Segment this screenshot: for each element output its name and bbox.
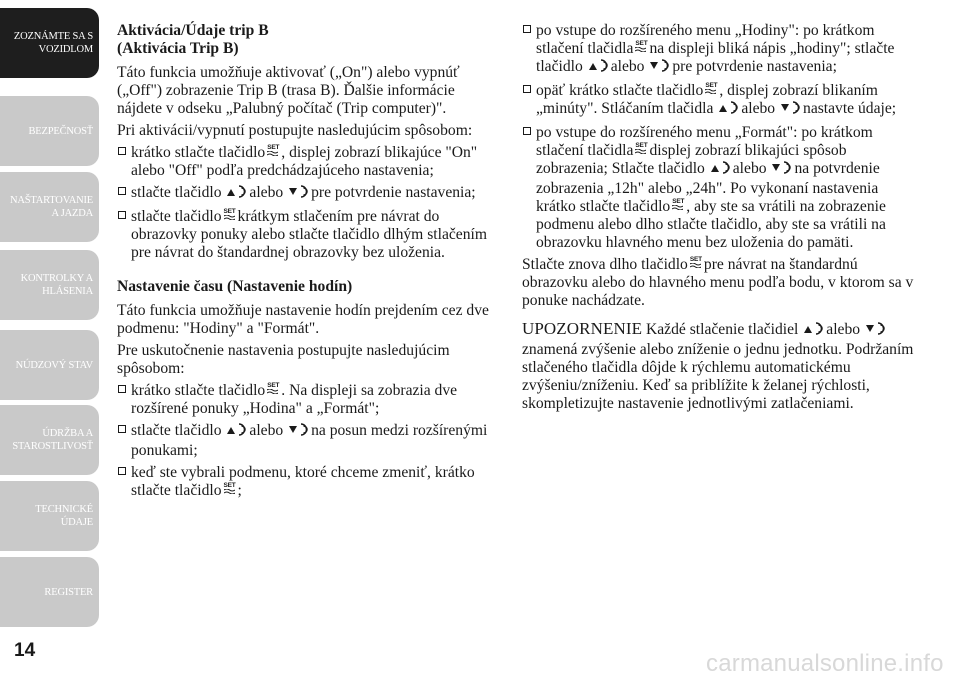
tab-maintenance[interactable]: ÚDRŽBA A STAROSTLIVOSŤ bbox=[0, 405, 99, 475]
text: keď ste vybrali podmenu, ktoré chceme zmeniť, krátko stlačte tlačidlo bbox=[131, 464, 475, 499]
tab-warning-lights[interactable]: KONTROLKY A HLÁSENIA bbox=[0, 250, 99, 320]
heading-line: Aktivácia/Údaje trip B bbox=[117, 22, 269, 39]
up-arrow-icon bbox=[226, 422, 248, 442]
down-arrow-icon bbox=[771, 160, 793, 180]
list-item bbox=[522, 22, 917, 78]
up-arrow-icon bbox=[803, 321, 825, 341]
list-item bbox=[522, 82, 917, 120]
paragraph: Táto funkcia umožňuje nastavenie hodín prejdením cez dve podmenu: "Hodiny" a "Formát". bbox=[117, 302, 489, 337]
set-label: SET bbox=[635, 40, 648, 47]
tab-starting-driving[interactable]: NAŠTARTOVANIE A JAZDA bbox=[0, 172, 99, 242]
list-item bbox=[117, 208, 495, 262]
text: alebo bbox=[732, 160, 767, 177]
text: , displej zobrazí blikajúce "On" alebo "Off" podľa predchádzajúceho nastavenia; bbox=[131, 144, 478, 179]
text: , displej zobrazí blikaním „minúty". Stláčaním tlačidla bbox=[536, 82, 878, 117]
set-button-icon bbox=[672, 199, 684, 210]
down-arrow-icon bbox=[649, 58, 671, 78]
text: stlačte tlačidlo bbox=[131, 208, 222, 225]
up-arrow-icon bbox=[710, 160, 732, 180]
text: . Na displeji sa zobrazia dve rozšírené ponuky „Hodina" a „Formát"; bbox=[131, 382, 458, 417]
set-button-icon bbox=[690, 257, 702, 268]
text: po vstupe do rozšíreného menu „Hodiny": po krátkom stlačení tlačidla bbox=[536, 22, 875, 57]
warning-label: UPOZORNENIE bbox=[522, 319, 643, 338]
down-arrow-icon bbox=[780, 100, 802, 120]
list-item bbox=[117, 144, 495, 180]
set-label: SET bbox=[689, 256, 702, 263]
text: krátkym stlačením pre návrat do obrazovky ponuky alebo stlačte tlačidlo dlhým stlačením pre návrat do štandardnej obrazovky bez uloženia. bbox=[131, 208, 487, 261]
watermark: carmanualsonline.info bbox=[706, 650, 944, 677]
text: stlačte tlačidlo bbox=[131, 184, 222, 201]
text: alebo bbox=[249, 422, 284, 439]
tab-index[interactable]: REGISTER bbox=[0, 557, 99, 627]
list-item bbox=[117, 422, 495, 460]
set-button-icon bbox=[224, 483, 236, 494]
paragraph: Pre uskutočnenie nastavenia postupujte nasledujúcim spôsobom: bbox=[117, 342, 450, 377]
paragraph: Táto funkcia umožňuje aktivovať („On") alebo vypnúť („Off") zobrazenie Trip B (trasa B). Ďalšie informácie nájdete v odseku „Palubný počítač (Trip computer)". bbox=[117, 64, 460, 117]
text: pre potvrdenie nastavenia; bbox=[311, 184, 476, 201]
text: alebo bbox=[610, 58, 645, 75]
text: alebo bbox=[741, 100, 776, 117]
set-button-icon bbox=[267, 383, 279, 394]
list-item bbox=[522, 124, 917, 252]
tab-emergency[interactable]: NÚDZOVÝ STAV bbox=[0, 330, 99, 400]
text: pre návrat na štandardnú obrazovku alebo do hlavného menu podľa bodu, v ktorom sa v ponuke nachádzate. bbox=[522, 256, 914, 309]
text: nastavte údaje; bbox=[803, 100, 897, 117]
page-number: 14 bbox=[14, 640, 36, 661]
list-item bbox=[117, 382, 495, 418]
tab-technical-data[interactable]: TECHNICKÉ ÚDAJE bbox=[0, 481, 99, 551]
set-label: SET bbox=[223, 208, 236, 215]
text: krátko stlačte tlačidlo bbox=[131, 144, 266, 161]
set-label: SET bbox=[267, 144, 280, 151]
set-label: SET bbox=[672, 198, 685, 205]
down-arrow-icon bbox=[288, 184, 310, 204]
set-button-icon bbox=[705, 83, 717, 94]
up-arrow-icon bbox=[226, 184, 248, 204]
text: na posun medzi rozšírenými ponukami; bbox=[131, 422, 488, 459]
text: Stlačte znova dlho tlačidlo bbox=[522, 256, 688, 273]
warning-note bbox=[522, 320, 917, 413]
text: stlačte tlačidlo bbox=[131, 422, 222, 439]
text: displej zobrazí blikajúci spôsob zobrazenia; Stlačte tlačidlo bbox=[536, 142, 847, 177]
list-item bbox=[117, 464, 495, 500]
down-arrow-icon bbox=[288, 422, 310, 442]
tab-safety[interactable]: BEZPEČNOSŤ bbox=[0, 96, 99, 166]
up-arrow-icon bbox=[588, 58, 610, 78]
text-column-right bbox=[522, 22, 917, 417]
set-label: SET bbox=[223, 482, 236, 489]
text: alebo bbox=[249, 184, 284, 201]
paragraph bbox=[522, 256, 917, 310]
tab-vehicle-intro[interactable]: ZOZNÁMTE SA S VOZIDLOM bbox=[0, 8, 99, 78]
set-label: SET bbox=[705, 82, 718, 89]
set-button-icon bbox=[267, 145, 279, 156]
text: na potvrdenie zobrazenia „12h" alebo „24h". Po vykonaní nastavenia krátko stlačte tlačidlo bbox=[536, 160, 880, 215]
down-arrow-icon bbox=[865, 321, 887, 341]
text: opäť krátko stlačte tlačidlo bbox=[536, 82, 704, 99]
text: ; bbox=[237, 482, 242, 499]
text: znamená zvýšenie alebo zníženie o jednu jednotku. Podržaním stlačeného tlačidla dôjde k rýchlemu automatickému zvýšeniu/zníženiu. Keď sa priblížite k želanej rýchlosti, skompletizujte nastavenie jednotlivými zatlačeniami. bbox=[522, 341, 914, 412]
set-button-icon bbox=[224, 209, 236, 220]
text: pre potvrdenie nastavenia; bbox=[672, 58, 837, 75]
text: na displeji bliká nápis „hodiny"; stlačte tlačidlo bbox=[536, 40, 895, 75]
text-column-left bbox=[117, 22, 495, 504]
text: alebo bbox=[826, 321, 861, 338]
heading-line: (Aktivácia Trip B) bbox=[117, 40, 239, 57]
section-heading-clock: Nastavenie času (Nastavenie hodín) bbox=[117, 278, 353, 295]
text: krátko stlačte tlačidlo bbox=[131, 382, 266, 399]
set-label: SET bbox=[635, 142, 648, 149]
set-button-icon bbox=[635, 143, 647, 154]
chapter-sidebar bbox=[0, 0, 101, 686]
up-arrow-icon bbox=[718, 100, 740, 120]
section-heading-trip-b bbox=[117, 22, 495, 58]
text: Každé stlačenie tlačidiel bbox=[646, 321, 799, 338]
paragraph: Pri aktivácii/vypnutí postupujte nasledujúcim spôsobom: bbox=[117, 122, 473, 139]
text: , aby ste sa vrátili na zobrazenie podmenu alebo dlho stlačte tlačidlo, aby ste sa vrátili na obrazovku hlavného menu bez uloženia do pamäti. bbox=[536, 198, 886, 251]
set-label: SET bbox=[267, 382, 280, 389]
list-item bbox=[117, 184, 495, 204]
set-button-icon bbox=[635, 41, 647, 52]
text: po vstupe do rozšíreného menu „Formát": po krátkom stlačení tlačidla bbox=[536, 124, 873, 159]
